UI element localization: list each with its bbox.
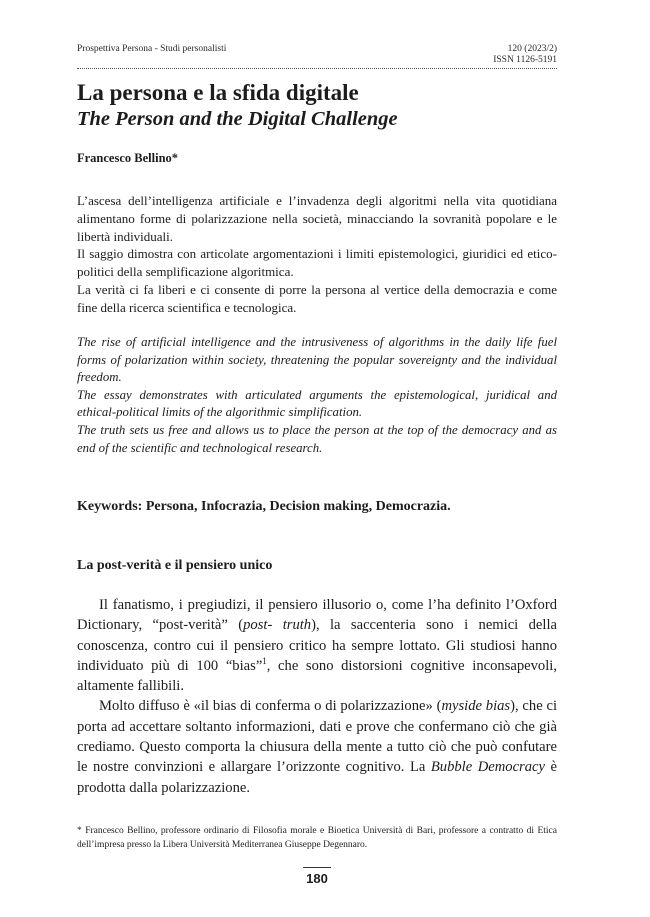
article-subtitle: The Person and the Digital Challenge: [77, 108, 398, 130]
footnote-reference[interactable]: 1: [262, 656, 267, 667]
abstract-en-paragraph: The truth sets us free and allows us to place the person at the top of the democracy and as end of the scientific and technological research.: [77, 422, 557, 455]
footnote: * Francesco Bellino, professore ordinario di Filosofia morale e Bioetica Università di Bari, professore a contratto di Etica dell’impresa presso la Libera Università Mediterranea Giuseppe Degennaro.: [77, 826, 557, 850]
italic-term: post- truth: [243, 617, 312, 634]
section-heading: La post-verità e il pensiero unico: [77, 558, 273, 573]
italic-term: myside bias: [441, 698, 511, 715]
abstract-english: [77, 334, 557, 457]
abstract-it-paragraph: La verità ci fa liberi e ci consente di porre la persona al vertice della democrazia e come fine della ricerca scientifica e tecnologica.: [77, 281, 557, 315]
header-divider: [77, 68, 557, 69]
article-title: La persona e la sfida digitale: [77, 80, 359, 105]
abstract-en-paragraph: The rise of artificial intelligence and the intrusiveness of algorithms in the daily life fuel forms of polarization within society, threatening the popular sovereignty and the individual freedom.: [77, 335, 557, 385]
text-run: ), la saccenteria sono i nemici della conoscenza, contro cui il pensiero critico ha sempre lottato. Gli studiosi hanno individuato più di 100 “bias”: [77, 617, 557, 674]
abstract-en-paragraph: The essay demonstrates with articulated arguments the epistemological, juridical and ethical-political limits of the algorithmic simplification.: [77, 387, 557, 420]
body-paragraph: [77, 696, 557, 797]
body-paragraph: [77, 595, 557, 696]
text-run: Il fanatismo, i pregiudizi, il pensiero illusorio o, come l’ha definito l’Oxford Dictionary, “post-verità” (: [77, 597, 557, 634]
text-run: ), che ci porta ad accettare soltanto informazioni, dati e prove che confermano ciò che già crediamo. Questo comporta la chiusura della mente a tutto ciò che può confutare le nostre convinzioni e allargare l’orizzonte cognitivo. La: [77, 698, 557, 776]
issn: ISSN 1126-5191: [493, 55, 557, 65]
keywords: Keywords: Persona, Infocrazia, Decision making, Democrazia.: [77, 499, 451, 514]
issue-number: 120 (2023/2): [507, 44, 557, 54]
abstract-it-paragraph: L’ascesa dell’intelligenza artificiale e l’invadenza degli algoritmi nella vita quotidiana alimentano forme di polarizzazione nella società, minacciando la sovranità popolare e le libertà individuali.: [77, 193, 557, 244]
text-run: è prodotta dalla polarizzazione.: [77, 759, 557, 796]
abstract-it-paragraph: Il saggio dimostra con articolate argomentazioni i limiti epistemologici, giuridici ed etico-politici della semplificazione algoritmica.: [77, 246, 557, 280]
italic-term: Bubble Democracy: [430, 759, 545, 776]
page-number-divider: [303, 867, 331, 868]
text-run: , che sono distorsioni cognitive inconsapevoli, altamente fallibili.: [77, 657, 557, 695]
body-text: [77, 595, 557, 798]
journal-name: Prospettiva Persona - Studi personalisti: [77, 44, 227, 54]
abstract-italian: [77, 192, 557, 317]
text-run: Molto diffuso è «il bias di conferma o di polarizzazione» (: [99, 698, 442, 715]
page-number: 180: [306, 871, 328, 886]
author-name: Francesco Bellino*: [77, 151, 179, 165]
